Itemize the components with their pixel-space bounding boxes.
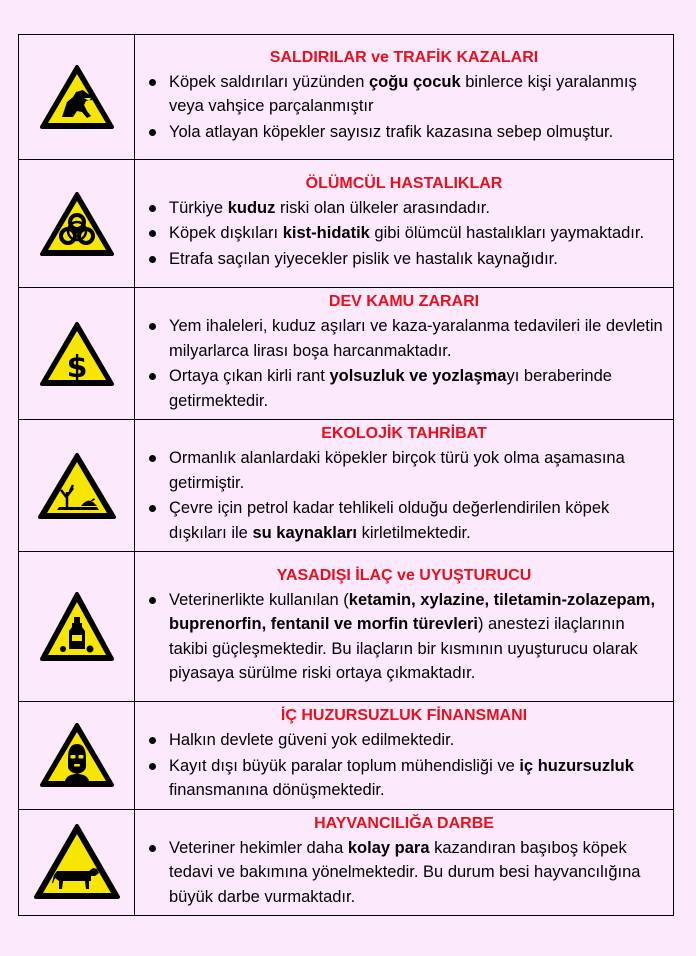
list-item: Yem ihaleleri, kuduz aşıları ve kaza-yaralanma tedavileri ile devletin milyarlarca lirası boşa harcanmaktadır. bbox=[143, 314, 665, 363]
list-item: Köpek dışkıları kist-hidatik gibi ölümcül hastalıkları yaymaktadır. bbox=[143, 221, 665, 246]
bullet-list bbox=[143, 314, 665, 413]
table-row bbox=[19, 288, 674, 420]
list-item: Halkın devlete güveni yok edilmektedir. bbox=[143, 728, 665, 753]
list-item: Türkiye kuduz riski olan ülkeler arasındadır. bbox=[143, 196, 665, 221]
list-item: Çevre için petrol kadar tehlikeli olduğu değerlendirilen köpek dışkıları ile su kaynakları kirletilmektedir. bbox=[143, 496, 665, 545]
drug-warning-icon bbox=[39, 591, 115, 663]
bullet-list bbox=[143, 836, 665, 910]
section-heading: DEV KAMU ZARARI bbox=[328, 293, 480, 310]
list-item: Ortaya çıkan kirli rant yolsuzluk ve yozlaşmayı beraberinde getirmektedir. bbox=[143, 364, 665, 413]
bullet-list bbox=[143, 446, 665, 545]
section-heading: YASADIŞI İLAÇ ve UYUŞTURUCU bbox=[276, 566, 532, 584]
list-item: Veteriner hekimler daha kolay para kazandıran başıboş köpek tedavi ve bakımına yönelmektedir. Bu durum besi hayvancılığına büyük darbe vurmaktadır. bbox=[143, 836, 665, 910]
section-heading: İÇ HUZURSUZLUK FİNANSMANI bbox=[280, 707, 528, 724]
list-item: Ormanlık alanlardaki köpekler birçok türü yok olma aşamasına getirmiştir. bbox=[143, 446, 665, 495]
bullet-list bbox=[143, 196, 665, 272]
list-item: Veterinerlikte kullanılan (ketamin, xylazine, tiletamin-zolazepam, buprenorfin, fentanil ve morfin türevleri) anestezi ilaçlarının takibi güçleşmektedir. Bu ilaçların bir kısmının uyuşturucu olarak piyasaya sürülme riski ortaya çıkmaktadır. bbox=[143, 588, 665, 686]
section-heading: ÖLÜMCÜL HASTALIKLAR bbox=[305, 174, 503, 192]
list-item: Yola atlayan köpekler sayısız trafik kazasına sebep olmuştur. bbox=[143, 120, 665, 145]
table-row bbox=[19, 702, 674, 810]
bullet-list bbox=[143, 728, 665, 803]
environment-hazard-icon bbox=[37, 452, 117, 520]
cattle-warning-icon bbox=[33, 823, 121, 901]
table-row bbox=[19, 809, 674, 916]
list-item: Köpek saldırıları yüzünden çoğu çocuk binlerce kişi yaralanmış veya vahşice parçalanmıştır bbox=[143, 70, 665, 119]
bullet-list bbox=[143, 70, 665, 145]
svg-text:$: $ bbox=[66, 349, 87, 385]
table-row bbox=[19, 160, 674, 288]
hazard-table bbox=[18, 34, 674, 916]
biohazard-icon bbox=[39, 191, 115, 257]
masked-criminal-icon bbox=[39, 722, 115, 788]
table-row bbox=[19, 552, 674, 702]
section-heading: HAYVANCILIĞA DARBE bbox=[314, 814, 494, 832]
list-item: Etrafa saçılan yiyecekler pislik ve hastalık kaynağıdır. bbox=[143, 247, 665, 272]
dollar-warning-icon bbox=[39, 321, 115, 387]
dog-warning-icon bbox=[39, 64, 115, 130]
bullet-list bbox=[143, 588, 665, 686]
section-heading: SALDIRILAR ve TRAFİK KAZALARI bbox=[269, 48, 539, 66]
section-heading: EKOLOJİK TAHRİBAT bbox=[321, 425, 487, 442]
list-item: Kayıt dışı büyük paralar toplum mühendisliği ve iç huzursuzluk finansmanına dönüşmektedir. bbox=[143, 754, 665, 803]
table-row bbox=[19, 35, 674, 160]
table-row bbox=[19, 420, 674, 552]
